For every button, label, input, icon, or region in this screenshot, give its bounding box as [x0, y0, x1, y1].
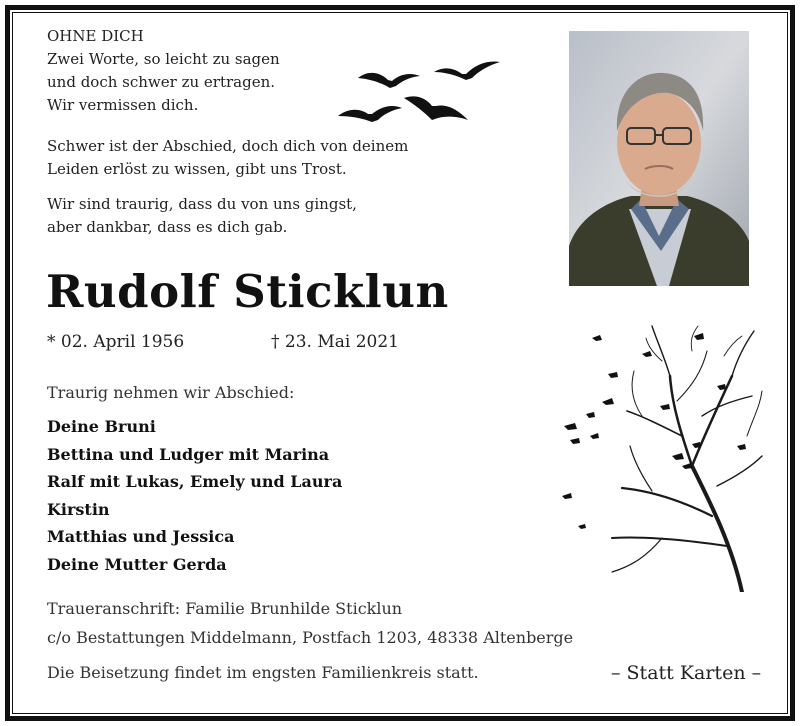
mourner-name: Deine Bruni — [47, 417, 156, 436]
mourning-address — [47, 594, 573, 652]
address-line: c/o Bestattungen Middelmann, Postfach 1203, 48338 Altenberge — [47, 628, 574, 647]
bird-icon — [404, 96, 468, 120]
statt-karten-note: – Statt Karten – — [611, 662, 762, 684]
portrait-photo — [569, 31, 749, 286]
bird-icon — [737, 444, 746, 450]
bird-icon — [590, 433, 599, 439]
poem-line: aber dankbar, dass es dich gab. — [47, 218, 288, 236]
birth-date: * 02. April 1956 — [47, 332, 185, 352]
poem-line: Zwei Worte, so leicht zu sagen — [47, 50, 280, 68]
bird-icon — [602, 398, 614, 405]
mourner-name: Bettina und Ludger mit Marina — [47, 444, 330, 464]
mourner-name: Deine Mutter Gerda — [47, 554, 227, 574]
poem-line: Leiden erlöst zu wissen, gibt uns Trost. — [47, 160, 347, 178]
poem-line: OHNE DICH — [47, 27, 144, 45]
bird-icon — [642, 351, 652, 357]
bird-icon — [694, 333, 704, 340]
mourner-name: Matthias und Jessica — [47, 527, 235, 547]
bird-icon — [358, 73, 420, 88]
death-date: † 23. Mai 2021 — [271, 332, 399, 352]
poem-line: und doch schwer zu ertragen. — [47, 73, 275, 91]
mourners-intro: Traurig nehmen wir Abschied: — [47, 383, 295, 402]
bird-icon — [570, 438, 580, 444]
poem-stanza-3 — [47, 193, 357, 239]
poem-line: Wir vermissen dich. — [47, 96, 199, 114]
bird-icon — [682, 463, 692, 469]
poem-stanza-2 — [47, 135, 408, 181]
life-dates — [47, 332, 399, 352]
bird-icon — [564, 423, 577, 430]
poem-line: Wir sind traurig, dass du von uns gingst, — [47, 195, 357, 213]
flying-birds-illustration — [330, 50, 520, 130]
mourner-name: Ralf mit Lukas, Emely und Laura — [47, 472, 343, 492]
bird-icon — [692, 442, 701, 448]
bird-icon — [338, 106, 402, 122]
poem-line: Schwer ist der Abschied, doch dich von deinem — [47, 137, 409, 155]
bird-icon — [578, 524, 586, 529]
tree-with-birds-illustration — [542, 316, 764, 592]
bird-icon — [592, 335, 602, 341]
bird-icon — [586, 412, 595, 418]
bird-icon — [434, 62, 500, 81]
mourner-name: Kirstin — [47, 499, 110, 519]
mourners-list — [47, 413, 342, 579]
bird-icon — [717, 384, 726, 390]
bird-icon — [672, 453, 684, 460]
address-line: Traueranschrift: Familie Brunhilde Sticklun — [47, 599, 403, 618]
bird-icon — [660, 404, 670, 410]
funeral-note: Die Beisetzung findet im engsten Familienkreis statt. — [47, 663, 479, 682]
bird-icon — [562, 493, 572, 499]
bird-icon — [608, 372, 618, 378]
deceased-name: Rudolf Sticklun — [46, 265, 449, 318]
poem-stanza-1 — [47, 25, 280, 117]
